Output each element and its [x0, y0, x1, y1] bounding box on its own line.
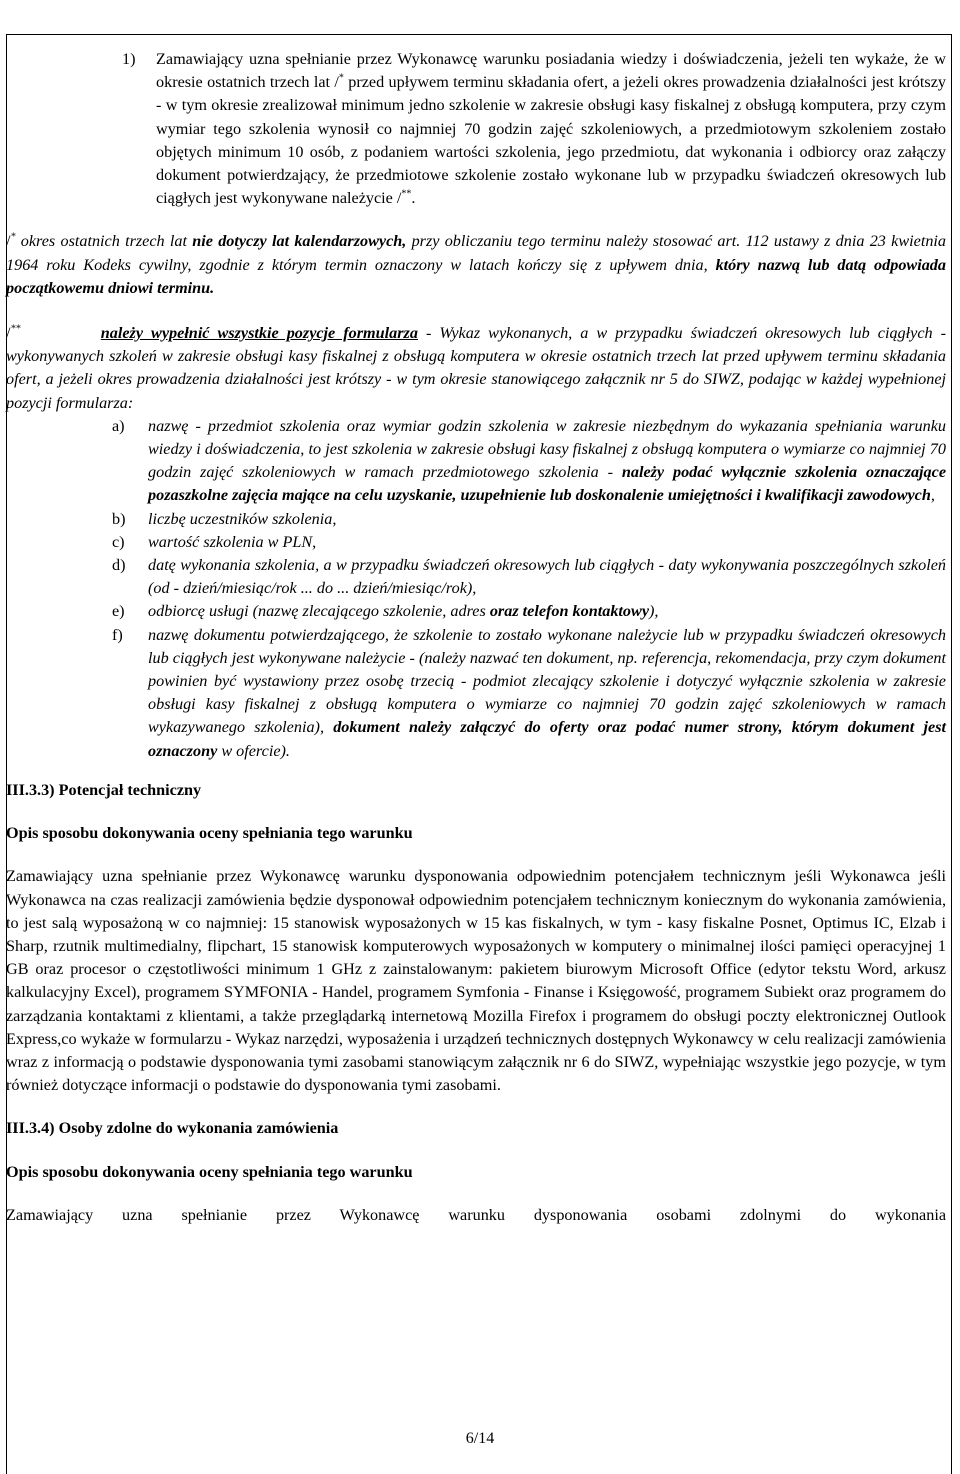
condition-paragraph: 1) Zamawiający uzna spełnianie przez Wykonawcę warunku posiadania wiedzy i doświadczenia, jeżeli ten wykaże, że w okresie ostatnich trzech lat /* przed upływem terminu składania ofert, a jeżeli okres prowadzenia działalności jest krótszy - w tym okresie zrealizował minimum jedno szkolenie w zakresie obsługi kasy fiskalnej z obsługą komputera, przy czym wymiar tego szkolenia wynosił co najmniej 70 godzin zajęć szkoleniowych, a przedmiotowym szkoleniem zostało objętych minimum 10 osób, z podaniem wartości szkolenia, jego przedmiotu, dat wykonania i odbiorcy oraz załączy dokument potwierdzający, że przedmiotowe szkolenie zostało wykonane lub w przypadku świadczeń okresowych lub ciągłych jest wykonywane należycie /**.: [122, 50, 946, 208]
list-item: a) nazwę - przedmiot szkolenia oraz wymiar godzin szkolenia w zakresie niezbędnym do wykazania spełniania warunku wiedzy i doświadczenia, to jest szkolenia w zakresie obsługi kasy fiskalnej z obsługą komputera o wymiarze co najmniej 70 godzin zajęć szkoleniowych w ramach przedmiotowego szkolenia - należy podać wyłącznie szkolenia oznaczające pozaszkolne zajęcia mające na celu uzyskanie, uzupełnienie lub doskonalenie umiejętności i kwalifikacji zawodowych,: [112, 416, 946, 505]
list-item: e) odbiorcę usługi (nazwę zlecającego szkolenie, adres oraz telefon kontaktowy),: [112, 602, 659, 621]
list-item: c) wartość szkolenia w PLN,: [112, 532, 317, 551]
section-heading-personnel: III.3.4) Osoby zdolne do wykonania zamówienia: [6, 1119, 339, 1138]
footnote-double-star: /** należy wypełnić wszystkie pozycje formularza - Wykaz wykonanych, a w przypadku świadczeń okresowych lub ciągłych - wykonywanych szkoleń w zakresie obsługi kasy fiskalnej z obsługą komputera w okresie ostatnich trzech lat przed upływem terminu składania ofert, a jeżeli okres prowadzenia działalności jest krótszy - w tym okresie stanowiącego załącznik nr 5 do SIWZ, podając w każdej wypełnionej pozycji formularza:: [6, 323, 947, 412]
section-heading-technical: III.3.3) Potencjał techniczny: [6, 780, 202, 799]
assessment-heading: Opis sposobu dokonywania oceny spełniania tego warunku: [6, 824, 413, 843]
assessment-heading: Opis sposobu dokonywania oceny spełniania tego warunku: [6, 1162, 413, 1181]
paragraph-number: 1): [122, 50, 136, 68]
page-number: 6/14: [465, 1430, 495, 1447]
technical-potential-text: Zamawiający uzna spełnianie przez Wykonawcę warunku dysponowania odpowiednim potencjałem technicznym jeśli Wykonawca jeśli Wykonawca na czas realizacji zamówienia będzie dysponował odpowiednim potencjałem technicznym koniecznym do wykonania zamówienia, to jest salą wyposażoną w co najmniej: 15 stanowisk wyposażonych w 15 kas fiskalnych, w tym - kasy fiskalne Posnet, Optimus IC, Elzab i Sharp, rzutnik multimedialny, flipchart, 15 stanowisk komputerowych wyposażonych w komputery o minimalnej ilości pamięci operacyjnej 1 GB oraz procesor o częstotliwości minimum 1 GHz z zainstalowanym: pakietem biurowym Microsoft Office (edytor tekstu Word, arkusz kalkulacyjny Excel), programem SYMFONIA - Handel, programem Symfonia - Finanse i Księgowość, programem Subiekt oraz programem do zarządzania kontaktami z klientami, a także przeglądarką internetową Mozilla Firefox i programem do obsługi poczty elektronicznej Outlook Express,co wykaże w formularzu - Wykaz narzędzi, wyposażenia i urządzeń technicznych dostępnych Wykonawcy w celu realizacji zamówienia wraz z informacją o podstawie dysponowania tymi zasobami stanowiącym załącznik nr 6 do SIWZ, wypełniając wszystkie jego pozycje, w tym również dotyczące informacji o podstawie do dysponowania tymi zasobami.: [6, 867, 946, 1095]
document-body: [6, 48, 946, 1227]
footnote-single-star: /* okres ostatnich trzech lat nie dotyczy lat kalendarzowych, przy obliczaniu tego terminu należy stosować art. 112 ustawy z dnia 23 kwietnia 1964 roku Kodeks cywilny, zgodnie z którym termin oznaczony w latach kończy się z upływem dnia, który nazwą lub datą odpowiada początkowemu dniowi terminu.: [6, 232, 947, 297]
list-item: b) liczbę uczestników szkolenia,: [112, 509, 337, 528]
personnel-text: Zamawiający uzna spełnianie przez Wykonawcę warunku dysponowania osobami zdolnymi do wykonania: [6, 1205, 946, 1224]
required-fields-list: [6, 415, 946, 763]
list-item: d) datę wykonania szkolenia, a w przypadku świadczeń okresowych lub ciągłych - daty wykonywania poszczególnych szkoleń (od - dzień/miesiąc/rok ... do ... dzień/miesiąc/rok),: [112, 556, 946, 598]
list-item: f) nazwę dokumentu potwierdzającego, że szkolenie to zostało wykonane należycie lub w przypadku świadczeń okresowych lub ciągłych jest wykonywane należycie - (należy nazwać ten dokument, np. referencja, rekomendacja, przy czym dokument powinien być wystawiony przez osobę trzecią - podmiot zlecający szkolenie i dotyczyć wyłącznie szkolenia w zakresie obsługi kasy fiskalnej z obsługą komputera o wymiarze co najmniej 70 godzin zajęć szkoleniowych w ramach wykazywanego szkolenia), dokument należy załączyć do oferty oraz podać numer strony, którym dokument jest oznaczony w ofercie).: [112, 625, 946, 760]
